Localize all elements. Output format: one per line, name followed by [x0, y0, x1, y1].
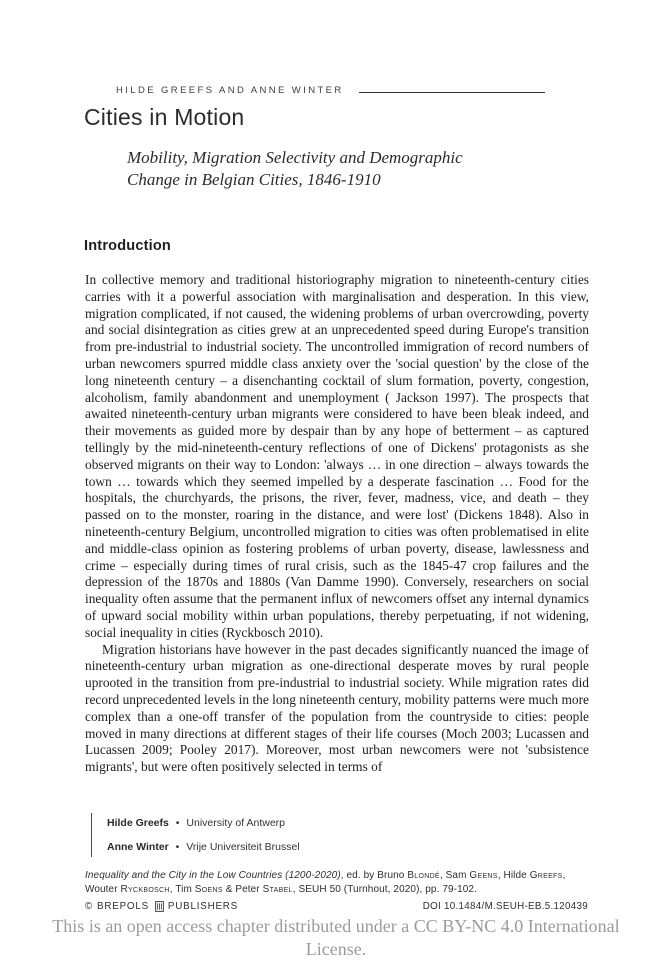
section-heading: Introduction: [84, 238, 171, 254]
bullet-separator: •: [175, 841, 180, 853]
publisher-imprint: [85, 901, 242, 912]
affiliations-block: [91, 813, 300, 857]
running-header-authors: HILDE GREEFS AND ANNE WINTER: [116, 85, 344, 96]
book-citation: [85, 869, 589, 896]
chapter-subtitle-line: Change in Belgian Cities, 1846-1910: [127, 170, 381, 189]
author-institution: Vrije Universiteit Brussel: [186, 841, 300, 853]
citation-line: Inequality and the City in the Low Countries (1200-2020), ed. by Bruno Blondé, Sam Geens, Hilde Greefs,: [85, 870, 566, 881]
affiliation-row: [107, 841, 300, 853]
copyright-symbol: ©: [85, 901, 94, 912]
citation-line: Wouter Ryckbosch, Tim Soens & Peter Stabel, SEUH 50 (Turnhout, 2020), pp. 79-102.: [85, 883, 477, 895]
chapter-subtitle: [127, 147, 463, 191]
body-paragraph: In collective memory and traditional historiography migration to nineteenth-century cities carries with it a powerful association with marginalisation and desperation. In this view, migration complicated, if not caused, the widening problems of urban overcrowding, poverty and social disintegration as cities grew at an unprecedented speed during Europe's transition from pre-industrial to industrial society. The uncontrolled immigration of record numbers of urban newcomers spurred middle class anxiety over the 'social question' by the close of the long nineteenth century – a disenchanting cocktail of slum formation, poverty, congestion, alcoholism, family abandonment and unemployment ( Jackson 1997). The prospects that awaited nineteenth-century urban migrants were considered to have been bleak indeed, and their movements as guided more by despair than by any hope of betterment – as captured tellingly by the mid-nineteenth-century reflections of one of Dickens' protagonists as she observed migrants on their way to London: 'always … in one direction – always towards the town … towards which they seemed impelled by a desperate fascination … Food for the hospitals, the churchyards, the prisons, the river, fever, madness, vice, and death – they passed on to the monster, roaring in the distance, and were lost' (Dickens 1848). Also in nineteenth-century Belgium, uncontrolled migration to cities was often problematised in elite and middle-class opinion as fostering problems of urban poverty, disease, lawlessness and crime – especially during times of rural crisis, such as the 1845-47 crop failures and the depression of the 1870s and 1880s (Van Damme 1990). Conversely, researchers on social inequality often assume that the permanent influx of newcomers offset any internal dynamics of upward social mobility within urban populations, thereby perpetuating, if not widening, social inequality in cities (Ryckbosch 2010).: [85, 272, 589, 640]
author-name: Anne Winter: [107, 841, 169, 853]
article-body: [85, 272, 589, 776]
author-name: Hilde Greefs: [107, 817, 169, 829]
publisher-word: PUBLISHERS: [167, 901, 238, 912]
author-institution: University of Antwerp: [186, 817, 286, 829]
doi-text: DOI 10.1484/M.SEUH-EB.5.120439: [422, 901, 588, 912]
body-paragraph: Migration historians have however in the past decades significantly nuanced the image of nineteenth-century urban migration as one-directional desperate moves by rural people uprooted in the transition from pre-industrial to industrial society. While migration rates did record unprecedented levels in the long nineteenth century, mobility patterns were much more complex than a one-off transfer of the population from the countryside to cities: people moved in many directions at different stages of their life courses (Moch 2003; Lucassen and Lucassen 2009; Pooley 2017). Moreover, most urban newcomers were not 'subsistence migrants', but were often positively selected in terms of: [85, 641, 589, 775]
publisher-name: BREPOLS: [97, 901, 149, 912]
imprint-row: [85, 901, 588, 912]
chapter-subtitle-line: Mobility, Migration Selectivity and Demographic: [127, 148, 463, 167]
affiliation-row: [107, 817, 300, 829]
bullet-separator: •: [175, 817, 180, 829]
header-rule: [359, 92, 545, 93]
chapter-title: Cities in Motion: [84, 104, 245, 130]
brepols-printer-mark-icon: [155, 901, 164, 912]
license-notice: This is an open access chapter distributed under a CC BY-NC 4.0 International License.: [52, 916, 620, 959]
